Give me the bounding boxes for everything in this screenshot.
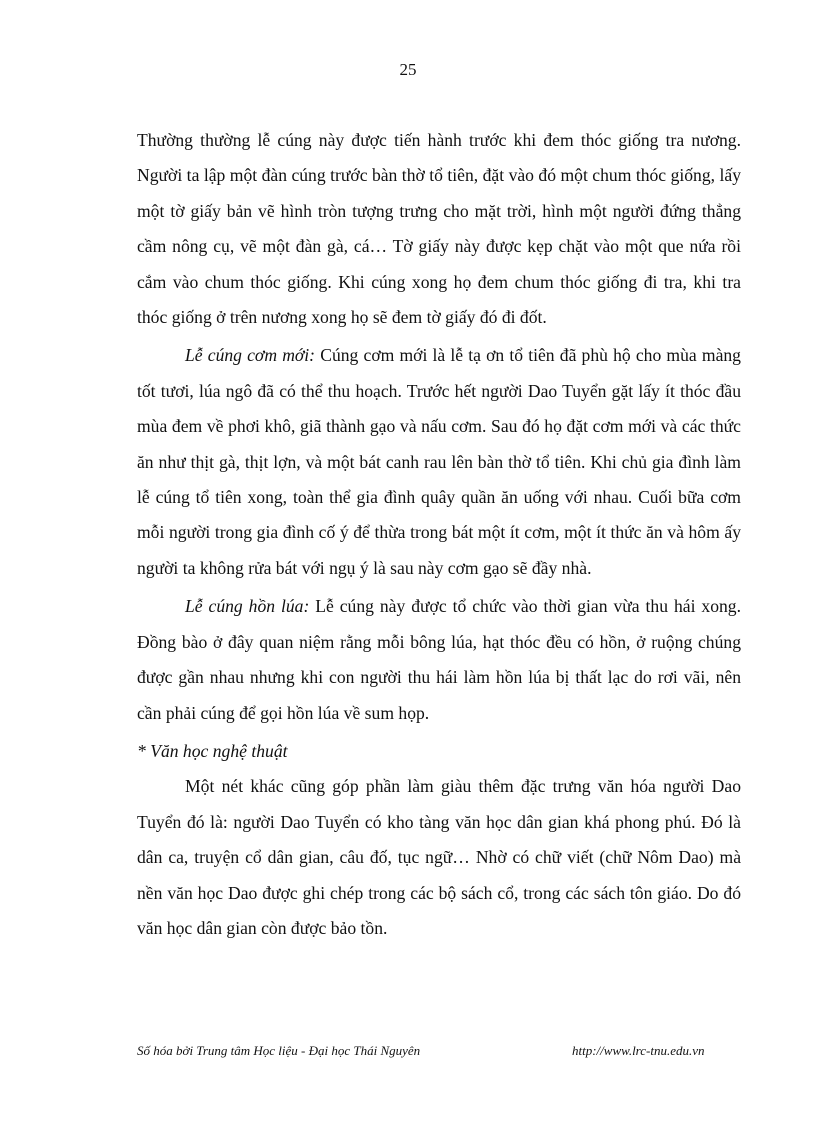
paragraph-folk-literature: Một nét khác cũng góp phần làm giàu thêm đặc trưng văn hóa người Dao Tuyển đó là: người Dao Tuyển có kho tàng văn học dân gian khá phong phú. Đó là dân ca, truyện cổ dân gian, câu đố, tục ngữ… Nhờ có chữ viết (chữ Nôm Dao) mà nền văn học Dao được ghi chép trong các bộ sách cổ, trong các sách tôn giáo. Do đó văn học dân gian còn được bảo tồn. — [137, 776, 741, 938]
section-heading-literature-arts: * Văn học nghệ thuật — [137, 740, 288, 761]
rice-soul-ritual-heading: Lễ cúng hồn lúa: — [185, 596, 310, 617]
document-body — [137, 123, 741, 949]
new-rice-ritual-text: Cúng cơm mới là lễ tạ ơn tổ tiên đã phù hộ cho mùa màng tốt tươi, lúa ngô đã có thể thu hoạch. Trước hết người Dao Tuyển gặt lấy ít thóc đầu mùa đem về phơi khô, giã thành gạo và nấu cơm. Sau đó họ đặt cơm mới và các thức ăn như thịt gà, thịt lợn, và một bát canh rau lên bàn thờ tổ tiên. Khi chủ gia đình làm lễ cúng tổ tiên xong, toàn thể gia đình quây quần ăn uống với nhau. Cuối bữa cơm mỗi người trong gia đình cố ý để thừa trong bát một ít cơm, một ít thức ăn và hôm ấy người ta không rửa bát với ngụ ý là sau này cơm gạo sẽ đầy nhà. — [137, 345, 741, 578]
rice-soul-ritual-text: Lễ cúng này được tổ chức vào thời gian vừa thu hái xong. Đồng bào ở đây quan niệm rằng mỗi bông lúa, hạt thóc đều có hồn, ở ruộng chúng được gần nhau nhưng khi con người thu hái làm hồn lúa bị thất lạc do rơi vãi, nên cần phải cúng để gọi hồn lúa về sum họp. — [137, 596, 741, 723]
paragraph-rice-soul-ritual — [137, 589, 741, 731]
footer-digitized-by: Số hóa bởi Trung tâm Học liệu - Đại học Thái Nguyên — [137, 1043, 421, 1058]
new-rice-ritual-heading: Lễ cúng cơm mới: — [185, 345, 316, 366]
footer-url-link[interactable]: http://www.lrc-tnu.edu.vn — [572, 1043, 705, 1058]
page-number: 25 — [399, 60, 417, 79]
paragraph-ritual-intro: Thường thường lễ cúng này được tiến hành trước khi đem thóc giống tra nương. Người ta lập một đàn cúng trước bàn thờ tổ tiên, đặt vào đó một chum thóc giống, lấy một tờ giấy bản vẽ hình tròn tượng trưng cho mặt trời, hình một người đứng thẳng cầm nông cụ, vẽ một đàn gà, cá… Tờ giấy này được kẹp chặt vào một que nứa rồi cắm vào chum thóc giống. Khi cúng xong họ đem chum thóc giống đi tra, khi tra thóc giống ở trên nương xong họ sẽ đem tờ giấy đó đi đốt. — [137, 130, 741, 328]
paragraph-new-rice-ritual — [137, 338, 741, 586]
